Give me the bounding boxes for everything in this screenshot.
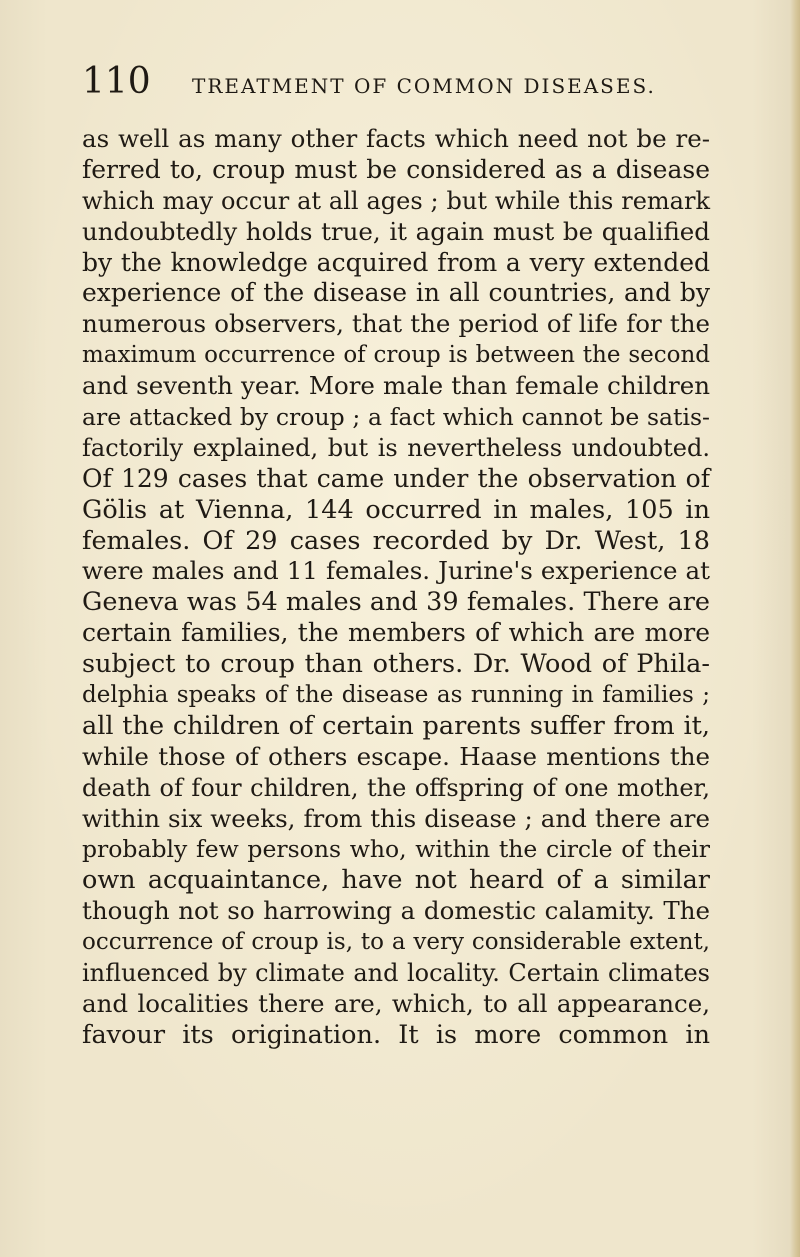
body-text [82, 124, 710, 1051]
text-line: subject to croup than others. Dr. Wood of Phila- [82, 649, 710, 680]
page-number: 110 [82, 61, 151, 102]
text-line: undoubtedly holds true, it again must be qualified [82, 216, 710, 246]
text-line: influenced by climate and locality. Certain climates [82, 959, 710, 988]
text-line: numerous observers, that the period of life for the [82, 309, 710, 339]
text-line: experience of the disease in all countries, and by [82, 278, 710, 308]
text-line: within six weeks, from this disease ; and there are [82, 803, 710, 833]
text-line: probably few persons who, within the circle of their [82, 835, 710, 864]
text-line: which may occur at all ages ; but while this remark [82, 186, 710, 215]
text-line: females. Of 29 cases recorded by Dr. West, 18 [82, 525, 710, 556]
text-line: while those of others escape. Haase mentions the [82, 741, 710, 771]
text-line: are attacked by croup ; a fact which cannot be satis- [82, 403, 710, 432]
text-line: by the knowledge acquired from a very extended [82, 247, 710, 277]
text-line: ferred to, croup must be considered as a disease [82, 154, 710, 184]
text-line: all the children of certain parents suffer from it, [82, 710, 710, 741]
running-head: TREATMENT OF COMMON DISEASES. [192, 74, 656, 98]
text-line: maximum occurrence of croup is between the second [82, 342, 710, 369]
text-line: certain families, the members of which are more [82, 618, 710, 648]
text-line: death of four children, the offspring of one mother, [82, 773, 710, 802]
text-line: were males and 11 females. Jurine's experience at [82, 556, 710, 586]
text-line: and localities there are, which, to all appearance, [82, 988, 710, 1018]
text-line: though not so harrowing a domestic calamity. The [82, 896, 710, 926]
page-edge [790, 0, 800, 1257]
text-line: own acquaintance, have not heard of a similar [82, 865, 710, 896]
text-line: favour its origination. It is more common in [82, 1019, 710, 1050]
text-line: occurrence of croup is, to a very considerable extent, [82, 929, 710, 956]
text-line: Gölis at Vienna, 144 occurred in males, 105 in [82, 494, 710, 525]
text-line: factorily explained, but is nevertheless undoubted. [82, 433, 710, 462]
text-line: and seventh year. More male than female children [82, 371, 710, 401]
text-line: Geneva was 54 males and 39 females. There are [82, 587, 710, 618]
page-header [82, 62, 722, 110]
text-line: Of 129 cases that came under the observation of [82, 463, 710, 493]
text-line: as well as many other facts which need not be re- [82, 124, 710, 153]
text-line: delphia speaks of the disease as running in families ; [82, 682, 710, 709]
